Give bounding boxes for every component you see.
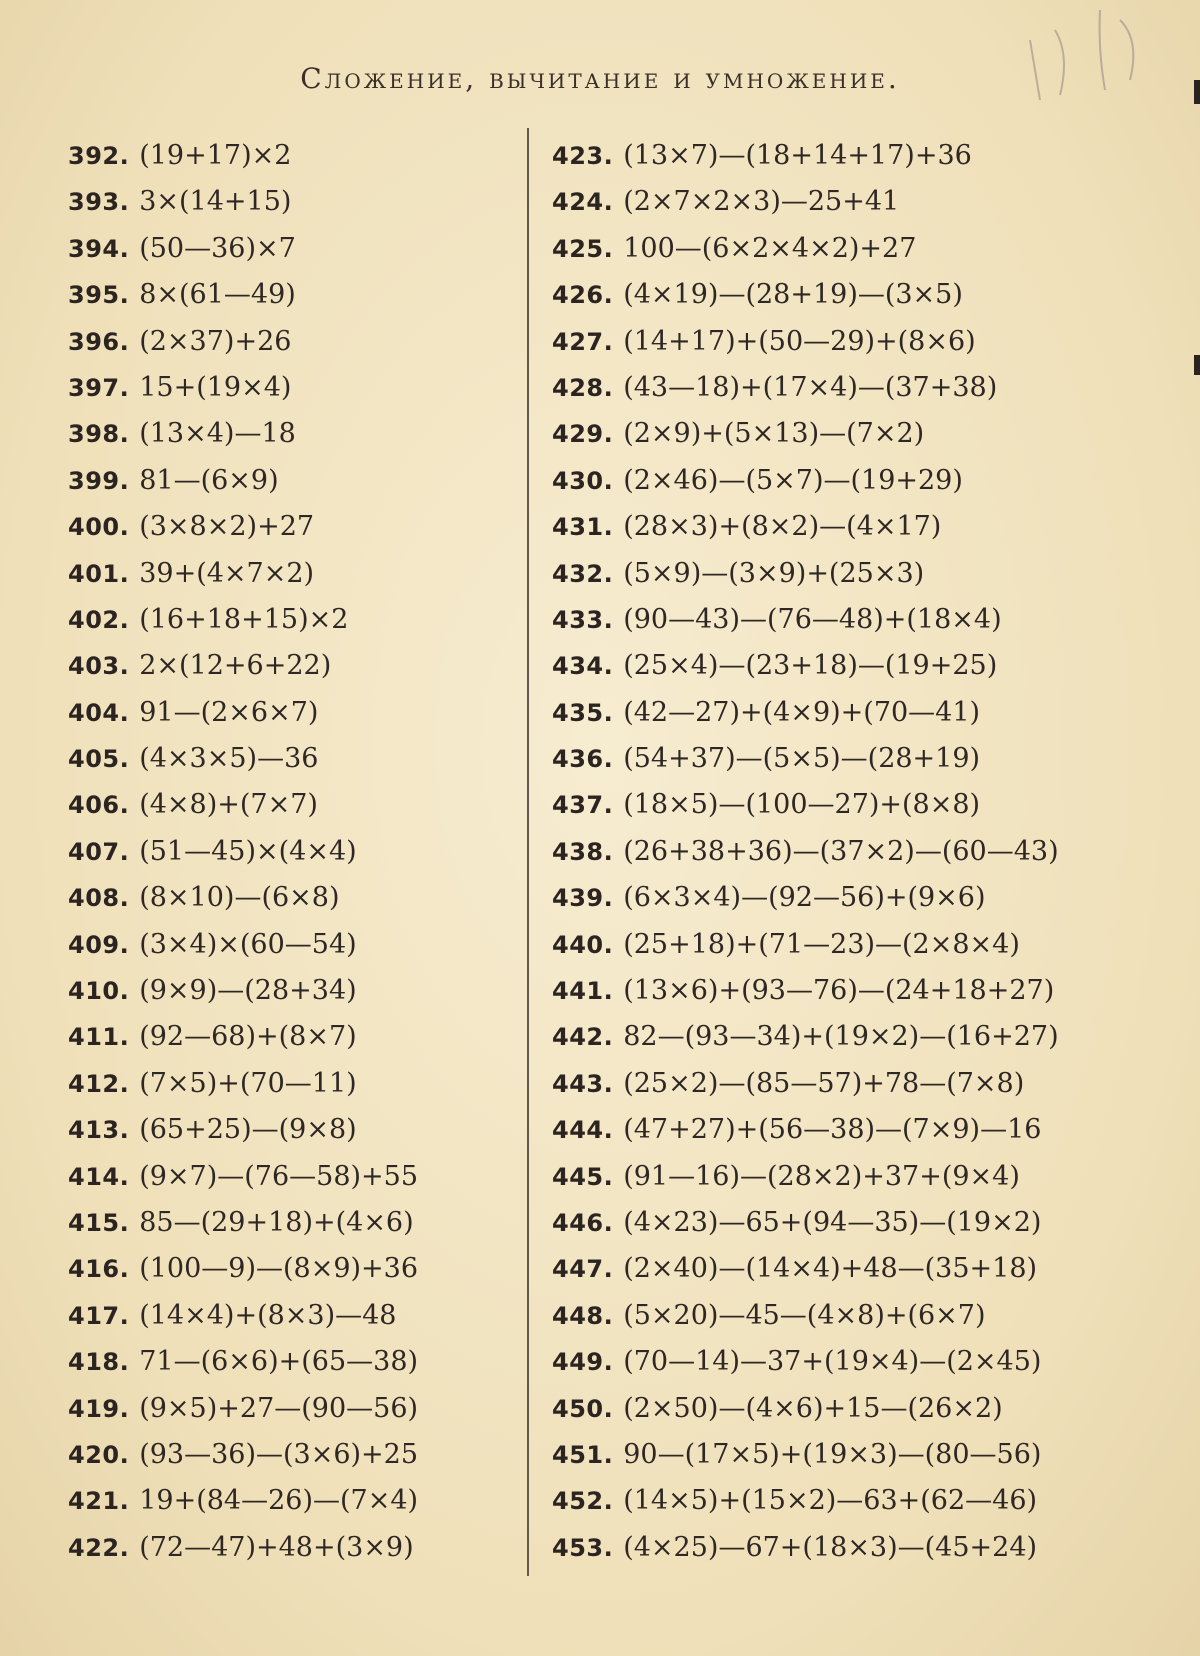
exercise-row (68, 1060, 518, 1106)
exercise-expression: (42—27)+(4×9)+(70—41) (623, 696, 981, 728)
exercise-row (68, 1245, 518, 1291)
exercise-number: 425. (552, 234, 614, 263)
exercise-expression: 91—(2×6×7) (139, 696, 319, 728)
exercise-row (552, 781, 1112, 827)
exercise-row (68, 1013, 518, 1059)
exercise-number: 436. (552, 745, 614, 774)
exercise-row (552, 1431, 1112, 1477)
exercise-row (68, 1385, 518, 1431)
left-exercise-column (68, 132, 518, 1570)
exercise-expression: (4×8)+(7×7) (139, 789, 318, 821)
exercise-row (68, 1477, 518, 1523)
exercise-expression: (47+27)+(56—38)—(7×9)—16 (623, 1114, 1042, 1146)
exercise-row (68, 364, 518, 410)
exercise-number: 421. (68, 1487, 130, 1516)
exercise-expression: (100—9)—(8×9)+36 (139, 1253, 419, 1285)
exercise-number: 453. (552, 1533, 614, 1562)
exercise-number: 405. (68, 745, 130, 774)
exercise-row (552, 503, 1112, 549)
exercise-number: 431. (552, 513, 614, 542)
exercise-expression: (13×7)—(18+14+17)+36 (623, 140, 972, 171)
exercise-expression: (18×5)—(100—27)+(8×8) (623, 789, 981, 821)
exercise-row (68, 503, 518, 549)
exercise-row (552, 271, 1112, 317)
exercise-number: 418. (68, 1348, 130, 1377)
exercise-number: 410. (68, 977, 130, 1006)
exercise-expression: (4×25)—67+(18×3)—(45+24) (623, 1531, 1038, 1563)
exercise-number: 401. (68, 559, 130, 588)
exercise-row (68, 1524, 518, 1570)
exercise-row (68, 642, 518, 688)
column-divider (527, 128, 529, 1576)
exercise-row (552, 364, 1112, 410)
exercise-row (552, 318, 1112, 364)
exercise-expression: (5×20)—45—(4×8)+(6×7) (623, 1299, 986, 1331)
exercise-number: 439. (552, 884, 614, 913)
exercise-number: 392. (68, 142, 130, 170)
exercise-expression: (9×7)—(76—58)+55 (139, 1160, 419, 1192)
exercise-expression: (43—18)+(17×4)—(37+38) (623, 371, 998, 403)
exercise-number: 450. (552, 1394, 614, 1423)
exercise-expression: 3×(14+15) (139, 186, 292, 218)
exercise-number: 416. (68, 1255, 130, 1284)
exercise-expression: (5×9)—(3×9)+(25×3) (623, 557, 925, 589)
exercise-row (68, 271, 518, 317)
exercise-number: 420. (68, 1440, 130, 1469)
exercise-row (68, 1106, 518, 1152)
exercise-row (68, 225, 518, 271)
exercise-expression: (72—47)+48+(3×9) (139, 1531, 414, 1563)
exercise-row (552, 1199, 1112, 1245)
exercise-expression: (6×3×4)—(92—56)+(9×6) (623, 882, 986, 914)
exercise-row (552, 1153, 1112, 1199)
exercise-row (68, 735, 518, 781)
exercise-expression: 8×(61—49) (139, 279, 296, 311)
exercise-row (68, 410, 518, 456)
exercise-row (552, 132, 1112, 178)
exercise-expression: (13×6)+(93—76)—(24+18+27) (623, 975, 1055, 1007)
exercise-number: 413. (68, 1116, 130, 1145)
exercise-expression: (3×8×2)+27 (139, 511, 315, 543)
exercise-number: 397. (68, 373, 130, 402)
exercise-expression: (7×5)+(70—11) (139, 1067, 357, 1099)
exercise-number: 399. (68, 466, 130, 495)
exercise-expression: 2×(12+6+22) (139, 650, 332, 682)
exercise-row (552, 178, 1112, 224)
page-edge-mark (1194, 355, 1200, 375)
exercise-expression: (4×19)—(28+19)—(3×5) (623, 279, 963, 311)
right-exercise-column (552, 132, 1112, 1570)
exercise-expression: (14×5)+(15×2)—63+(62—46) (623, 1485, 1038, 1517)
exercise-row (552, 828, 1112, 874)
exercise-row (552, 1338, 1112, 1384)
exercise-number: 433. (552, 605, 614, 634)
exercise-expression: (4×3×5)—36 (139, 743, 319, 775)
exercise-number: 394. (68, 234, 130, 263)
exercise-number: 417. (68, 1301, 130, 1330)
exercise-number: 403. (68, 652, 130, 681)
exercise-expression: (2×50)—(4×6)+15—(26×2) (623, 1392, 1003, 1424)
exercise-number: 406. (68, 791, 130, 820)
exercise-number: 445. (552, 1162, 614, 1191)
exercise-number: 398. (68, 420, 130, 449)
exercise-expression: (2×9)+(5×13)—(7×2) (623, 418, 925, 450)
exercise-number: 415. (68, 1208, 130, 1237)
exercise-expression: (91—16)—(28×2)+37+(9×4) (623, 1160, 1020, 1192)
exercise-number: 426. (552, 281, 614, 310)
exercise-number: 435. (552, 698, 614, 727)
exercise-expression: (28×3)+(8×2)—(4×17) (623, 511, 942, 543)
exercise-number: 451. (552, 1440, 614, 1469)
exercise-number: 422. (68, 1533, 130, 1562)
exercise-number: 393. (68, 188, 130, 217)
exercise-row (68, 1338, 518, 1384)
exercise-expression: (16+18+15)×2 (139, 603, 349, 635)
exercise-row (552, 1245, 1112, 1291)
exercise-number: 434. (552, 652, 614, 681)
exercise-expression: (8×10)—(6×8) (139, 882, 340, 914)
exercise-expression: 82—(93—34)+(19×2)—(16+27) (623, 1021, 1059, 1053)
exercise-row (552, 689, 1112, 735)
exercise-expression: (93—36)—(3×6)+25 (139, 1438, 419, 1470)
exercise-row (552, 410, 1112, 456)
exercise-number: 440. (552, 930, 614, 959)
exercise-number: 428. (552, 373, 614, 402)
exercise-number: 424. (552, 188, 614, 217)
exercise-row (552, 921, 1112, 967)
exercise-expression: (26+38+36)—(37×2)—(60—43) (623, 835, 1059, 867)
exercise-number: 396. (68, 327, 130, 356)
exercise-number: 409. (68, 930, 130, 959)
exercise-number: 441. (552, 977, 614, 1006)
exercise-number: 412. (68, 1069, 130, 1098)
exercise-number: 419. (68, 1394, 130, 1423)
exercise-row (552, 967, 1112, 1013)
exercise-expression: 71—(6×6)+(65—38) (139, 1346, 419, 1378)
exercise-number: 429. (552, 420, 614, 449)
exercise-row (552, 596, 1112, 642)
exercise-row (68, 550, 518, 596)
exercise-expression: (92—68)+(8×7) (139, 1021, 357, 1053)
exercise-row (68, 967, 518, 1013)
exercise-row (68, 921, 518, 967)
exercise-expression: (25+18)+(71—23)—(2×8×4) (623, 928, 1020, 960)
exercise-row (68, 596, 518, 642)
exercise-number: 407. (68, 837, 130, 866)
exercise-expression: (70—14)—37+(19×4)—(2×45) (623, 1346, 1042, 1378)
exercise-number: 402. (68, 605, 130, 634)
exercise-row (552, 1385, 1112, 1431)
exercise-row (552, 642, 1112, 688)
exercise-expression: (54+37)—(5×5)—(28+19) (623, 743, 981, 775)
exercise-row (68, 457, 518, 503)
exercise-number: 414. (68, 1162, 130, 1191)
pencil-marks (1010, 0, 1160, 120)
exercise-number: 427. (552, 327, 614, 356)
exercise-number: 432. (552, 559, 614, 588)
exercise-expression: (51—45)×(4×4) (139, 835, 357, 867)
exercise-row (552, 225, 1112, 271)
exercise-expression: (3×4)×(60—54) (139, 928, 357, 960)
exercise-row (552, 735, 1112, 781)
exercise-row (552, 1524, 1112, 1570)
exercise-row (68, 178, 518, 224)
exercise-expression: (65+25)—(9×8) (139, 1114, 357, 1146)
exercise-expression: (2×7×2×3)—25+41 (623, 186, 900, 218)
exercise-expression: (2×40)—(14×4)+48—(35+18) (623, 1253, 1038, 1285)
exercise-expression: (9×9)—(28+34) (139, 975, 357, 1007)
exercise-number: 442. (552, 1023, 614, 1052)
exercise-expression: 39+(4×7×2) (139, 557, 315, 589)
exercise-number: 443. (552, 1069, 614, 1098)
exercise-expression: 85—(29+18)+(4×6) (139, 1206, 414, 1238)
exercise-number: 446. (552, 1208, 614, 1237)
exercise-expression: (90—43)—(76—48)+(18×4) (623, 603, 1002, 635)
exercise-number: 444. (552, 1116, 614, 1145)
exercise-row (68, 1153, 518, 1199)
exercise-expression: 19+(84—26)—(7×4) (139, 1485, 419, 1517)
exercise-number: 411. (68, 1023, 130, 1052)
exercise-expression: (19+17)×2 (139, 140, 292, 171)
exercise-number: 452. (552, 1487, 614, 1516)
exercise-expression: 90—(17×5)+(19×3)—(80—56) (623, 1438, 1042, 1470)
page-title: Сложение, вычитание и умножение. (300, 62, 900, 95)
exercise-row (68, 318, 518, 364)
exercise-expression: (25×4)—(23+18)—(19+25) (623, 650, 998, 682)
exercise-number: 437. (552, 791, 614, 820)
exercise-expression: (13×4)—18 (139, 418, 296, 450)
exercise-expression: (9×5)+27—(90—56) (139, 1392, 419, 1424)
exercise-row (552, 550, 1112, 596)
exercise-expression: (14+17)+(50—29)+(8×6) (623, 325, 976, 357)
exercise-number: 449. (552, 1348, 614, 1377)
exercise-expression: (4×23)—65+(94—35)—(19×2) (623, 1206, 1042, 1238)
exercise-expression: (2×46)—(5×7)—(19+29) (623, 464, 963, 496)
exercise-row (68, 1199, 518, 1245)
exercise-row (68, 781, 518, 827)
exercise-expression: (25×2)—(85—57)+78—(7×8) (623, 1067, 1025, 1099)
exercise-number: 430. (552, 466, 614, 495)
exercise-expression: 15+(19×4) (139, 371, 292, 403)
exercise-row (68, 1292, 518, 1338)
exercise-row (552, 1013, 1112, 1059)
exercise-expression: (14×4)+(8×3)—48 (139, 1299, 397, 1331)
exercise-expression: 100—(6×2×4×2)+27 (623, 232, 917, 264)
exercise-row (552, 874, 1112, 920)
exercise-expression: (50—36)×7 (139, 232, 296, 264)
exercise-number: 408. (68, 884, 130, 913)
exercise-row (68, 1431, 518, 1477)
exercise-row (552, 1106, 1112, 1152)
exercise-row (68, 689, 518, 735)
exercise-number: 400. (68, 513, 130, 542)
exercise-row (552, 1060, 1112, 1106)
exercise-number: 423. (552, 142, 614, 170)
exercise-number: 438. (552, 837, 614, 866)
exercise-number: 448. (552, 1301, 614, 1330)
exercise-row (552, 1477, 1112, 1523)
exercise-expression: (2×37)+26 (139, 325, 292, 357)
exercise-number: 395. (68, 281, 130, 310)
exercise-row (68, 874, 518, 920)
exercise-number: 447. (552, 1255, 614, 1284)
exercise-expression: 81—(6×9) (139, 464, 279, 496)
exercise-number: 404. (68, 698, 130, 727)
exercise-row (552, 457, 1112, 503)
exercise-row (68, 828, 518, 874)
exercise-row (68, 132, 518, 178)
exercise-row (552, 1292, 1112, 1338)
